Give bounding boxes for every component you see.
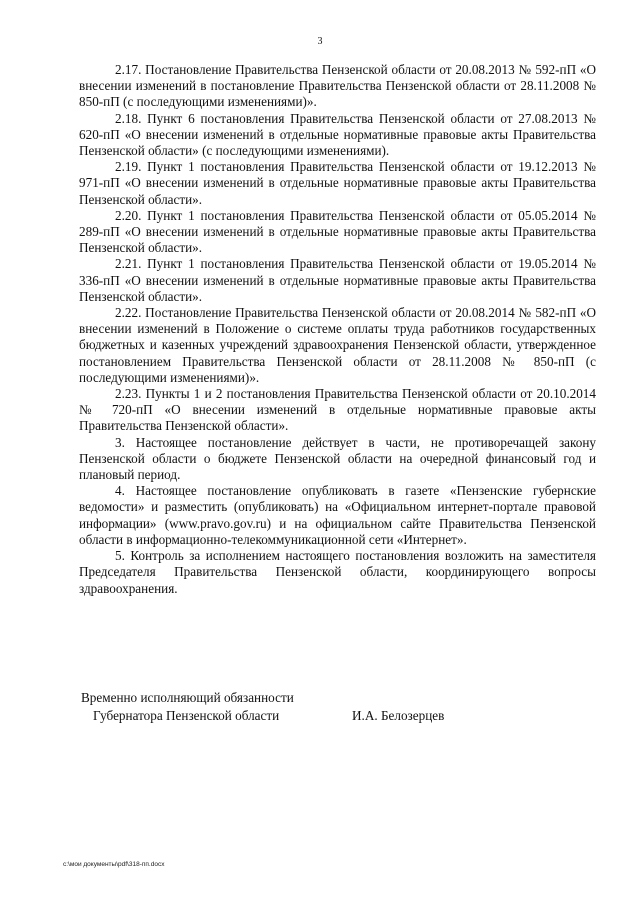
signatory-title-line1: Временно исполняющий обязанности bbox=[81, 690, 294, 705]
paragraph-2-23: 2.23. Пункты 1 и 2 постановления Правительства Пензенской области от 20.10.2014 № 720-пП «О внесении изменений в отдельные нормативные правовые акты Правительства Пензенской области». bbox=[79, 386, 596, 434]
signatory-name: И.А. Белозерцев bbox=[352, 708, 445, 723]
paragraph-2-19: 2.19. Пункт 1 постановления Правительства Пензенской области от 19.12.2013 № 971-пП «О внесении изменений в отдельные нормативные правовые акты Правительства Пензенской области». bbox=[79, 159, 596, 207]
file-path-footer: c:\мои документы\pdf\318-пп.docx bbox=[63, 861, 165, 868]
paragraph-2-21: 2.21. Пункт 1 постановления Правительства Пензенской области от 19.05.2014 № 336-пП «О внесении изменений в отдельные нормативные правовые акты Правительства Пензенской области». bbox=[79, 256, 596, 304]
paragraph-4: 4. Настоящее постановление опубликовать в газете «Пензенские губернские ведомости» и разместить (опубликовать) на «Официальном интернет-портале правовой информации» (www.pravo.gov.ru) и на официальном сайте Правительства Пензенской области в информационно-телекоммуникационной сети «Интернет». bbox=[79, 483, 596, 547]
paragraph-2-18: 2.18. Пункт 6 постановления Правительства Пензенской области от 27.08.2013 № 620-пП «О внесении изменений в отдельные нормативные правовые акты Правительства Пензенской области» (с последующими изменениями). bbox=[79, 110, 596, 159]
paragraph-2-20: 2.20. Пункт 1 постановления Правительства Пензенской области от 05.05.2014 № 289-пП «О внесении изменений в отдельные нормативные правовые акты Правительства Пензенской области». bbox=[79, 207, 596, 256]
page-number: 3 bbox=[317, 36, 323, 47]
signatory-title-line2: Губернатора Пензенской области bbox=[93, 708, 280, 723]
document-body bbox=[79, 62, 596, 597]
paragraph-2-17: 2.17. Постановление Правительства Пензенской области от 20.08.2013 № 592-пП «О внесении изменений в постановление Правительства Пензенской области от 28.11.2008 № 850-пП (с последующими изменениями)». bbox=[79, 62, 596, 110]
paragraph-5: 5. Контроль за исполнением настоящего постановления возложить на заместителя Председателя Правительства Пензенской области, координирующего вопросы здравоохранения. bbox=[79, 548, 596, 596]
paragraph-3: 3. Настоящее постановление действует в части, не противоречащей закону Пензенской области о бюджете Пензенской области на очередной финансовый год и плановый период. bbox=[79, 434, 596, 483]
signature-block bbox=[81, 689, 581, 725]
paragraph-2-22: 2.22. Постановление Правительства Пензенской области от 20.08.2014 № 582-пП «О внесении изменений в Положение о системе оплаты труда работников государственных бюджетных и казенных учреждений здравоохранения Пензенской области, утвержденное постановлением Правительства Пензенской области от 28.11.2008 № 850-пП (с последующими изменениями)». bbox=[79, 305, 596, 385]
